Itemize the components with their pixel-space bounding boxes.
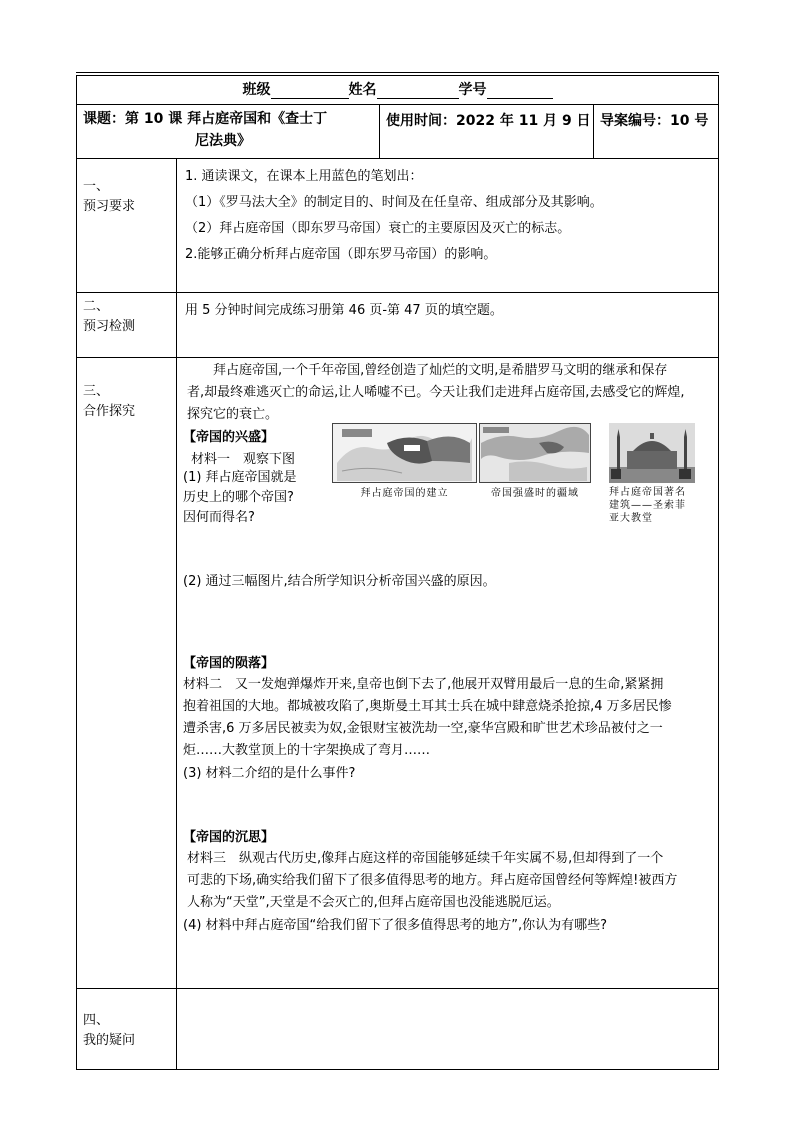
section3-label [77, 358, 177, 989]
name-blank[interactable] [377, 82, 459, 99]
section1-num: 一、 [83, 179, 110, 194]
section1-label [77, 159, 177, 293]
class-blank[interactable] [271, 82, 349, 99]
section-my-questions [77, 989, 719, 1070]
number-blank[interactable] [487, 82, 553, 99]
s1-line-3: 2.能够正确分析拜占庭帝国（即东罗马帝国）的影响。 [185, 247, 497, 262]
section3-content [177, 358, 719, 989]
m2-line-2: 遭杀害,6 万多居民被卖为奴,金银财宝被洗劫一空,豪华宫殿和旷世艺术珍品被付之一 [183, 721, 663, 736]
question3: (3) 材料二介绍的是什么事件? [183, 766, 356, 781]
m3-line-1: 可悲的下场,确实给我们留下了很多值得思考的地方。拜占庭帝国曾经何等辉煌!被西方 [187, 873, 678, 888]
s1-line-0: 1. 通读课文，在课本上用蓝色的笔划出： [185, 169, 423, 184]
topic-line1: 课题：第 10 课 拜占庭帝国和《查士丁 [83, 111, 328, 127]
intro-line-0: 拜占庭帝国,一个千年帝国,曾经创造了灿烂的文明,是希腊罗马文明的继承和保存 [187, 363, 668, 378]
figure-empire-founding [332, 423, 477, 500]
topic-line2: 尼法典》 [195, 133, 251, 149]
rise-heading: 【帝国的兴盛】 [183, 430, 275, 445]
section4-content[interactable] [177, 989, 719, 1070]
time-cell: 使用时间：2022 年 11 月 9 日 [380, 105, 594, 159]
section2-num: 二、 [83, 299, 110, 314]
question4: (4) 材料中拜占庭帝国“给我们留下了很多值得思考的地方”,你认为有哪些? [183, 918, 608, 933]
class-label: 班级 [242, 82, 271, 98]
worksheet-table [76, 72, 719, 1070]
question2: (2) 通过三幅图片,结合所学知识分析帝国兴盛的原因。 [183, 574, 496, 589]
fig3-caption-line-0: 拜占庭帝国著名 [609, 487, 686, 498]
s1-line-2: （2）拜占庭帝国（即东罗马帝国）衰亡的主要原因及灭亡的标志。 [185, 221, 571, 236]
section4-label [77, 989, 177, 1070]
fall-heading: 【帝国的陨落】 [183, 656, 275, 671]
figure-empire-territory [479, 423, 591, 500]
material2 [183, 674, 672, 762]
section2-label [77, 293, 177, 358]
hagia-sophia-photo [609, 423, 695, 483]
name-label: 姓名 [348, 82, 377, 98]
q1-line-1: 历史上的哪个帝国? [183, 490, 294, 505]
section4-name: 我的疑问 [83, 1033, 136, 1048]
intro-line-1: 者,却最终难逃灭亡的命运,让人唏嘘不已。今天让我们走进拜占庭帝国,去感受它的辉煌, [187, 385, 685, 400]
section2-content: 用 5 分钟时间完成练习册第 46 页-第 47 页的填空题。 [177, 293, 719, 358]
topic-cell [77, 105, 380, 159]
fig1-caption: 拜占庭帝国的建立 [360, 488, 449, 499]
intro-paragraph [187, 360, 717, 426]
figure-hagia-sophia [609, 423, 701, 525]
fig3-caption [609, 486, 701, 525]
number-label: 学号 [458, 82, 487, 98]
q1-line-2: 因何而得名? [183, 510, 255, 525]
m3-line-2: 人称为“天堂”,天堂是不会灭亡的,但拜占庭帝国也没能逃脱厄运。 [187, 895, 560, 910]
material3 [187, 848, 677, 914]
section-preview-requirements [77, 159, 719, 293]
section1-name: 预习要求 [83, 199, 136, 214]
m3-line-0: 材料三 纵观古代历史,像拜占庭这样的帝国能够延续千年实属不易,但却得到了一个 [187, 851, 664, 866]
header-row [77, 74, 719, 105]
m2-line-0: 材料二 又一发炮弹爆炸开来,皇帝也倒下去了,他展开双臂用最后一息的生命,紧紧拥 [183, 677, 664, 692]
info-row [77, 105, 719, 159]
empire-founding-map [332, 423, 477, 483]
s1-line-1: （1）《罗马法大全》的制定目的、时间及在任皇帝、组成部分及其影响。 [185, 195, 603, 210]
code-cell: 导案编号：10 号 [594, 105, 719, 159]
material1-label: 材料一 观察下图 [191, 452, 296, 467]
empire-territory-map [479, 423, 591, 483]
section2-name: 预习检测 [83, 319, 136, 334]
fig2-caption: 帝国强盛时的疆域 [491, 488, 579, 499]
section-preview-check [77, 293, 719, 358]
reflect-heading: 【帝国的沉思】 [183, 830, 275, 845]
section3-name: 合作探究 [83, 404, 136, 419]
question1 [183, 468, 297, 528]
fig3-caption-line-1: 建筑——圣索菲 [609, 500, 686, 511]
q1-line-0: (1) 拜占庭帝国就是 [183, 470, 297, 485]
section4-num: 四、 [83, 1013, 110, 1028]
m2-line-1: 抱着祖国的大地。都城被攻陷了,奥斯曼土耳其士兵在城中肆意烧杀抢掠,4 万多居民惨 [183, 699, 672, 714]
intro-line-2: 探究它的衰亡。 [187, 407, 279, 422]
fig3-caption-line-2: 亚大教堂 [609, 513, 653, 524]
section1-content [177, 159, 719, 293]
student-info-line [77, 76, 718, 99]
m2-line-3: 炬……大教堂顶上的十字架换成了弯月…… [183, 743, 431, 758]
section3-num: 三、 [83, 384, 110, 399]
section-cooperative-inquiry [77, 358, 719, 989]
worksheet [76, 72, 718, 1070]
